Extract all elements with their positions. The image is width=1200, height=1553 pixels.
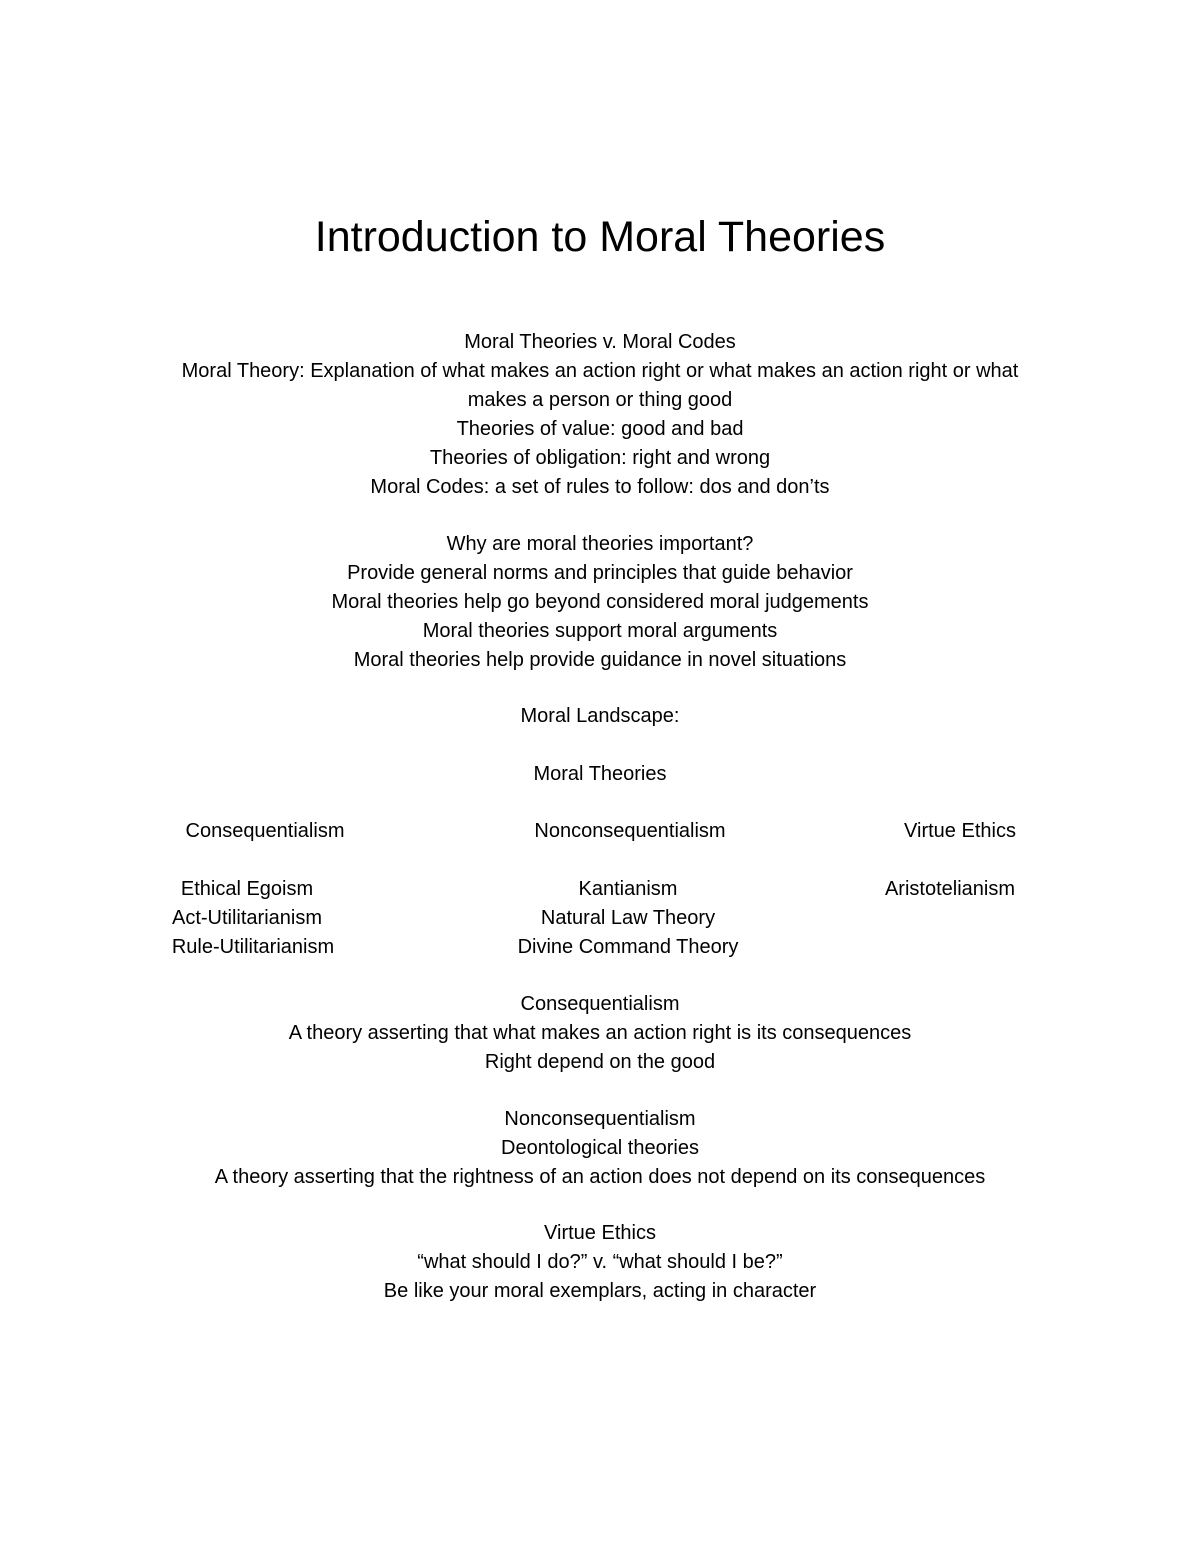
theory-item: Ethical Egoism	[180, 878, 314, 900]
theories-of-obligation: Theories of obligation: right and wrong	[429, 447, 771, 469]
consequentialism-heading: Consequentialism	[520, 993, 680, 1015]
virtue-ethics-heading: Virtue Ethics	[544, 1222, 656, 1244]
nonconsequentialism-heading: Nonconsequentialism	[504, 1108, 696, 1130]
nonconsequentialism-line-1: Deontological theories	[501, 1137, 699, 1159]
importance-section	[120, 530, 1080, 675]
landscape-root-block	[120, 760, 1080, 789]
virtue-ethics-line-2: Be like your moral exemplars, acting in character	[383, 1280, 817, 1302]
consequentialism-line-1: A theory asserting that what makes an action right is its consequences	[288, 1022, 912, 1044]
theory-item: Rule-Utilitarianism	[171, 936, 335, 958]
column-header-consequentialism: Consequentialism	[185, 820, 345, 842]
importance-item: Provide general norms and principles that guide behavior	[347, 562, 853, 584]
landscape-root: Moral Theories	[533, 763, 667, 785]
theory-item: Kantianism	[578, 878, 678, 900]
column-header-nonconsequentialism: Nonconsequentialism	[534, 820, 726, 842]
landscape-heading-block	[120, 702, 1080, 731]
landscape-column-headers	[0, 817, 1200, 847]
nonconsequentialism-section	[120, 1105, 1080, 1192]
consequentialism-section	[120, 990, 1080, 1077]
theory-item: Act-Utilitarianism	[171, 907, 323, 929]
moral-theory-definition-line-2: makes a person or thing good	[467, 389, 733, 411]
moral-theory-definition-line-1: Moral Theory: Explanation of what makes an action right or what makes an action right or what	[181, 360, 1019, 382]
column-header-virtue-ethics: Virtue Ethics	[904, 820, 1016, 842]
theory-item: Aristotelianism	[884, 878, 1016, 900]
theory-item: Divine Command Theory	[517, 936, 739, 958]
column-consequentialism-items	[147, 875, 347, 962]
intro-section	[120, 328, 1080, 502]
moral-codes-definition: Moral Codes: a set of rules to follow: dos and don’ts	[370, 476, 830, 498]
column-nonconsequentialism-items	[498, 875, 758, 962]
theory-item: Natural Law Theory	[540, 907, 716, 929]
virtue-ethics-section	[120, 1219, 1080, 1306]
nonconsequentialism-line-2: A theory asserting that the rightness of an action does not depend on its consequences	[214, 1166, 986, 1188]
intro-heading: Moral Theories v. Moral Codes	[464, 331, 736, 353]
landscape-column-items	[0, 875, 1200, 965]
column-virtue-ethics-items	[850, 875, 1050, 904]
importance-item: Moral theories help go beyond considered moral judgements	[331, 591, 869, 613]
consequentialism-line-2: Right depend on the good	[484, 1051, 716, 1073]
importance-heading: Why are moral theories important?	[446, 533, 754, 555]
landscape-heading: Moral Landscape:	[520, 705, 680, 727]
importance-item: Moral theories support moral arguments	[422, 620, 778, 642]
virtue-ethics-line-1: “what should I do?” v. “what should I be?”	[417, 1251, 783, 1273]
importance-item: Moral theories help provide guidance in novel situations	[353, 649, 847, 671]
theories-of-value: Theories of value: good and bad	[456, 418, 744, 440]
page-title: Introduction to Moral Theories	[314, 213, 886, 261]
